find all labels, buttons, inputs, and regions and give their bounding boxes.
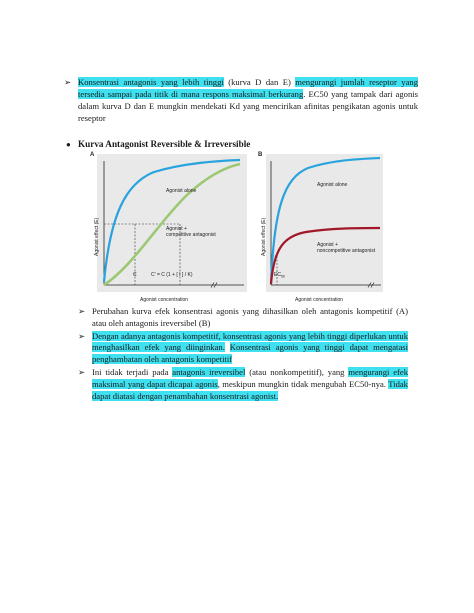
- explanation-list: [78, 306, 409, 403]
- panel-b-letter: B: [258, 152, 263, 158]
- panel-b-background: [266, 154, 383, 292]
- plain-text: Perubahan kurva efek konsentrasi agonis yang dihasilkan oleh antagonis kompetitif (A) atau oleh antagonis ireversibel (B): [92, 306, 408, 328]
- plain-text: (kurva D dan E): [223, 77, 296, 87]
- panel-b: [258, 152, 383, 303]
- panel-b-x-axis-label: Agonist concentration: [295, 297, 344, 303]
- panel-a-tick-c-prime: C' = C (1 + [ I ] / K): [151, 272, 193, 278]
- plain-text: , meskipun mungkin tidak mengubah EC50-nya.: [217, 378, 389, 389]
- highlight-text: Konsentrasi antagonis yang lebih tinggi: [78, 77, 224, 87]
- panel-a: [90, 152, 247, 303]
- panel-b-tick-ec: EC: [274, 272, 281, 278]
- panel-a-label-competitive-2: competitive antagonist: [166, 232, 216, 238]
- panel-a-letter: A: [90, 152, 95, 158]
- panel-a-y-axis-label: Agonist effect (E): [94, 217, 100, 256]
- panel-a-label-alone: Agonist alone: [166, 188, 197, 194]
- plain-text: (atau nonkompetitif), yang: [245, 366, 349, 377]
- intro-paragraph: [64, 76, 418, 124]
- panel-a-x-axis-label: Agonist concentration: [140, 297, 189, 303]
- panel-b-label-noncompetitive-2: noncompetitive antagonist: [317, 248, 376, 254]
- antagonist-figure: [88, 148, 386, 306]
- panel-b-tick-ec-sub: 50: [280, 274, 285, 279]
- plain-text: . EC50 yang tampak dari agonis dalam kurva D dan E mungkin mendekati Kd yang mencirikan afinitas pengikatan agonis untuk reseptor: [78, 89, 418, 124]
- list-item: [78, 330, 408, 366]
- round-bullet-icon: ●: [66, 140, 71, 149]
- highlight-text: mengurangi efek maksimal yang dapat dicapai agonis: [92, 366, 409, 389]
- list-item: [78, 366, 409, 402]
- arrow-bullet-icon: ➢: [78, 306, 86, 316]
- panel-b-y-axis-label: Agonist effect (E): [261, 217, 267, 256]
- highlight-text: antagonis ireversibel: [172, 366, 246, 377]
- antagonist-figure-svg: [88, 148, 386, 306]
- section-heading-text: Kurva Antagonist Reversible & Irreversible: [78, 139, 251, 149]
- list-item: [78, 306, 408, 330]
- panel-b-label-noncompetitive-1: Agonist +: [317, 242, 338, 248]
- arrow-bullet-icon: ➢: [64, 77, 72, 87]
- arrow-bullet-icon: ➢: [78, 366, 86, 377]
- plain-text: Ini tidak terjadi pada: [92, 366, 173, 377]
- highlight-text: Tidak dapat diatasi dengan penambahan konsentrasi agonist.: [92, 378, 408, 401]
- panel-b-label-alone: Agonist alone: [317, 182, 348, 188]
- highlight-text: mengurangi jumlah reseptor yang tersedia sampai pada titik di mana respons maksimal berkurang: [78, 77, 418, 100]
- highlight-text: Dengan adanya antagonis kompetitif, konsentrasi agonis yang lebih tinggi diperlukan untuk menghasilkan efek yang diinginkan.: [92, 330, 408, 353]
- panel-a-tick-c: C: [133, 272, 137, 278]
- arrow-bullet-icon: ➢: [78, 330, 86, 341]
- highlight-text: Konsentrasi agonis yang tinggi dapat mengatasi penghambatan oleh antagonis kompetitif: [92, 342, 408, 365]
- panel-a-label-competitive-1: Agonist +: [166, 226, 187, 232]
